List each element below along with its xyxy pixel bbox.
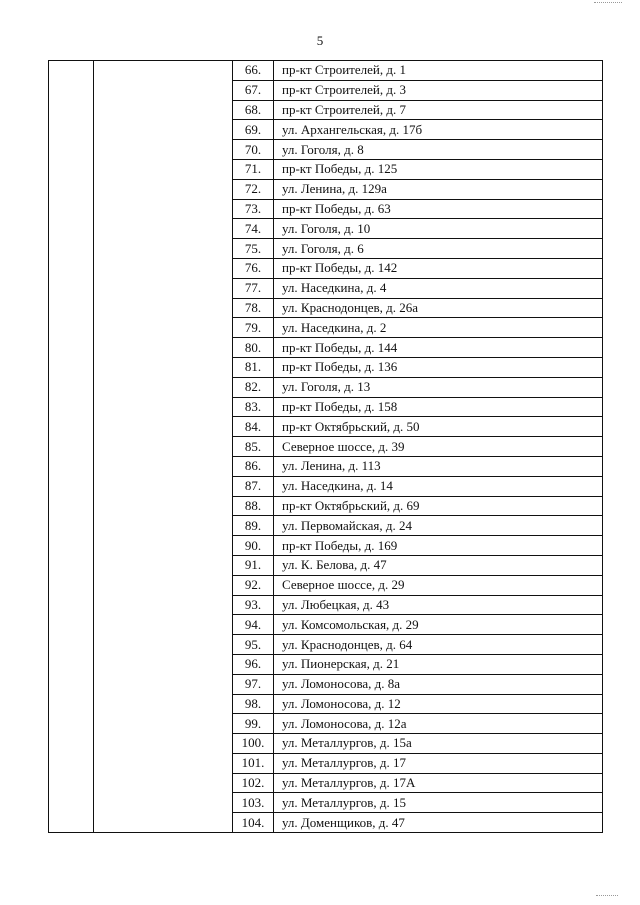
row-address: ул. Металлургов, д. 15а <box>274 734 603 754</box>
row-address: ул. Первомайская, д. 24 <box>274 516 603 536</box>
row-number: 73. <box>233 199 274 219</box>
row-address: ул. Наседкина, д. 2 <box>274 318 603 338</box>
row-number: 85. <box>233 437 274 457</box>
row-number: 67. <box>233 80 274 100</box>
row-number: 91. <box>233 555 274 575</box>
row-number: 70. <box>233 140 274 160</box>
address-table-body <box>49 61 603 833</box>
row-address: пр-кт Победы, д. 142 <box>274 258 603 278</box>
row-address: ул. Металлургов, д. 17 <box>274 753 603 773</box>
row-address: Северное шоссе, д. 29 <box>274 575 603 595</box>
table-row <box>49 61 603 81</box>
row-address: ул. Краснодонцев, д. 64 <box>274 635 603 655</box>
row-address: Северное шоссе, д. 39 <box>274 437 603 457</box>
row-address: ул. Ломоносова, д. 12а <box>274 714 603 734</box>
row-number: 68. <box>233 100 274 120</box>
row-number: 81. <box>233 357 274 377</box>
row-number: 77. <box>233 278 274 298</box>
row-number: 90. <box>233 536 274 556</box>
row-address: ул. Ленина, д. 113 <box>274 456 603 476</box>
page-number: 5 <box>316 33 324 48</box>
scan-mark-top <box>594 2 622 6</box>
row-number: 72. <box>233 179 274 199</box>
row-number: 82. <box>233 377 274 397</box>
row-address: пр-кт Строителей, д. 7 <box>274 100 603 120</box>
row-number: 69. <box>233 120 274 140</box>
row-address: пр-кт Строителей, д. 1 <box>274 61 603 81</box>
row-number: 93. <box>233 595 274 615</box>
address-table <box>48 60 603 833</box>
row-address: ул. Гоголя, д. 8 <box>274 140 603 160</box>
row-address: пр-кт Победы, д. 136 <box>274 357 603 377</box>
row-number: 100. <box>233 734 274 754</box>
row-address: ул. Ломоносова, д. 8а <box>274 674 603 694</box>
row-number: 102. <box>233 773 274 793</box>
row-address: ул. Металлургов, д. 15 <box>274 793 603 813</box>
row-address: ул. Комсомольская, д. 29 <box>274 615 603 635</box>
row-number: 78. <box>233 298 274 318</box>
row-address: ул. Наседкина, д. 14 <box>274 476 603 496</box>
row-number: 104. <box>233 813 274 833</box>
merged-cell-first-column <box>49 61 94 833</box>
row-number: 83. <box>233 397 274 417</box>
row-address: ул. Пионерская, д. 21 <box>274 654 603 674</box>
row-number: 75. <box>233 239 274 259</box>
row-number: 89. <box>233 516 274 536</box>
row-address: ул. К. Белова, д. 47 <box>274 555 603 575</box>
row-number: 84. <box>233 417 274 437</box>
row-address: пр-кт Победы, д. 158 <box>274 397 603 417</box>
row-address: ул. Архангельская, д. 17б <box>274 120 603 140</box>
row-number: 88. <box>233 496 274 516</box>
row-address: ул. Любецкая, д. 43 <box>274 595 603 615</box>
row-address: ул. Ломоносова, д. 12 <box>274 694 603 714</box>
merged-cell-second-column <box>94 61 233 833</box>
row-address: пр-кт Победы, д. 169 <box>274 536 603 556</box>
row-number: 98. <box>233 694 274 714</box>
row-address: пр-кт Строителей, д. 3 <box>274 80 603 100</box>
row-address: ул. Доменщиков, д. 47 <box>274 813 603 833</box>
row-number: 79. <box>233 318 274 338</box>
row-number: 99. <box>233 714 274 734</box>
row-address: ул. Ленина, д. 129а <box>274 179 603 199</box>
row-number: 80. <box>233 338 274 358</box>
row-address: ул. Краснодонцев, д. 26а <box>274 298 603 318</box>
scan-mark-bottom <box>596 895 618 899</box>
row-address: ул. Гоголя, д. 6 <box>274 239 603 259</box>
row-number: 86. <box>233 456 274 476</box>
row-number: 103. <box>233 793 274 813</box>
row-number: 96. <box>233 654 274 674</box>
row-address: пр-кт Октябрьский, д. 69 <box>274 496 603 516</box>
row-address: ул. Гоголя, д. 10 <box>274 219 603 239</box>
row-address: ул. Наседкина, д. 4 <box>274 278 603 298</box>
row-address: пр-кт Победы, д. 144 <box>274 338 603 358</box>
row-number: 92. <box>233 575 274 595</box>
row-number: 87. <box>233 476 274 496</box>
row-number: 101. <box>233 753 274 773</box>
row-address: ул. Гоголя, д. 13 <box>274 377 603 397</box>
row-address: ул. Металлургов, д. 17А <box>274 773 603 793</box>
row-number: 94. <box>233 615 274 635</box>
row-address: пр-кт Победы, д. 63 <box>274 199 603 219</box>
row-number: 97. <box>233 674 274 694</box>
row-number: 66. <box>233 61 274 81</box>
row-number: 71. <box>233 159 274 179</box>
row-address: пр-кт Октябрьский, д. 50 <box>274 417 603 437</box>
row-number: 76. <box>233 258 274 278</box>
row-address: пр-кт Победы, д. 125 <box>274 159 603 179</box>
row-number: 95. <box>233 635 274 655</box>
row-number: 74. <box>233 219 274 239</box>
